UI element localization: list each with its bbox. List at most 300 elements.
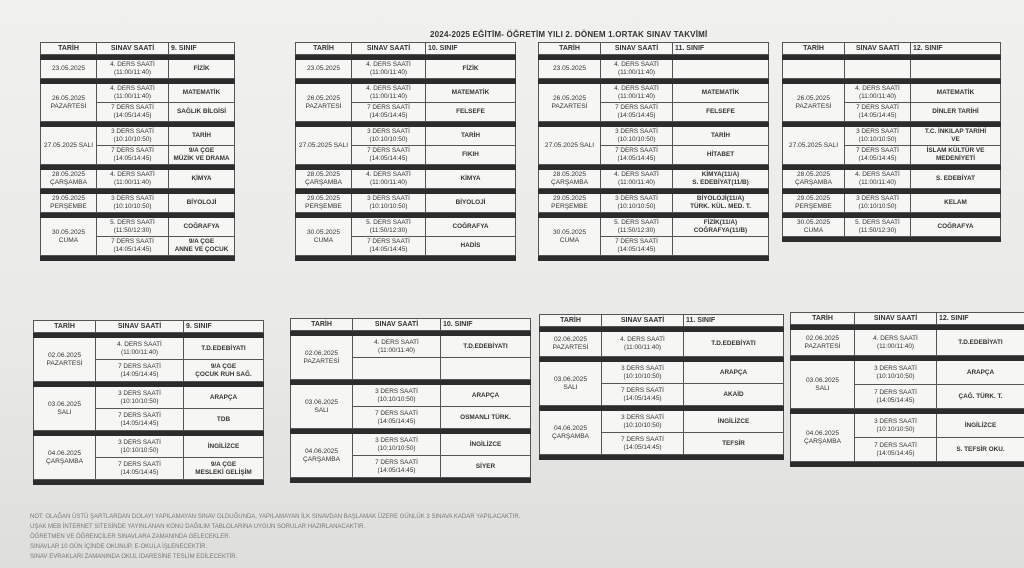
- date-cell: [34, 387, 96, 431]
- cell-line: 02.06.2025: [805, 334, 839, 342]
- subject-cell: [673, 146, 769, 165]
- cell-line: ÇARŞAMBA: [49, 179, 87, 186]
- cell-line: 27.05.2025 SALI: [544, 141, 595, 149]
- cell-line: COĞRAFYA: [452, 223, 489, 230]
- exam-period-cell: [96, 338, 184, 360]
- subject-cell: [441, 407, 531, 429]
- cell-line: (14:05/14:45): [113, 246, 152, 253]
- cell-line: 7 DERS SAATİ: [375, 458, 418, 466]
- cell-line: ARAPÇA: [209, 393, 238, 401]
- cell-line: MEDENİYETİ: [935, 155, 976, 162]
- exam-period-cell: [352, 146, 426, 165]
- cell-line: FELSEFE: [456, 108, 485, 115]
- table-header-row: [41, 43, 235, 55]
- subject-cell: [441, 434, 531, 456]
- cell-line: 3 DERS SAATİ: [874, 417, 917, 425]
- subject-cell: [169, 170, 235, 189]
- subject-cell: [673, 60, 769, 79]
- cell-line: 5. DERS SAATİ: [614, 219, 659, 226]
- cell-line: 3 DERS SAATİ: [621, 364, 664, 372]
- subject-cell: [426, 84, 516, 103]
- cell-line: (14:05/14:45): [858, 155, 897, 162]
- cell-line: 4. DERS SAATİ: [855, 85, 900, 92]
- date-cell: [539, 194, 601, 213]
- cell-line: 28.05.2025: [552, 171, 586, 178]
- exam-period-cell: [97, 218, 169, 237]
- cell-line: ÇARŞAMBA: [794, 179, 832, 186]
- subject-cell: [426, 127, 516, 146]
- cell-line: MATEMATİK: [451, 89, 490, 96]
- cell-line: ARAPÇA: [966, 368, 995, 376]
- exam-period-cell: [353, 358, 441, 380]
- table-row: [41, 218, 235, 237]
- subject-cell: [426, 103, 516, 122]
- exam-period-cell: [353, 434, 441, 456]
- cell-line: 04.06.2025: [553, 424, 587, 432]
- cell-line: (11:00/11:40): [876, 342, 915, 350]
- note-line: ÖĞRETMEN VE ÖĞRENCİLER SINAVLARA ZAMANINDA GELECEKLER.: [30, 534, 231, 540]
- exam-period-cell: [855, 330, 937, 356]
- cell-line: 7 DERS SAATİ: [367, 238, 410, 245]
- note-line: UŞAK MEB İNTERNET SİTESİNDE YAYINLANAN KONU DAĞILIM TABLOLARINA UYGUN SORULAR HAZIRLANACAKTIR.: [30, 524, 366, 530]
- cell-line: 4. DERS SAATİ: [110, 61, 155, 68]
- table-row: [296, 218, 516, 237]
- cell-line: 4. DERS SAATİ: [117, 340, 162, 348]
- exam-period-cell: [601, 170, 673, 189]
- subject-cell: [426, 146, 516, 165]
- cell-line: (14:05/14:45): [876, 449, 915, 457]
- cell-line: 5. DERS SAATİ: [366, 219, 411, 226]
- exam-period-cell: [855, 385, 937, 409]
- date-cell: [783, 60, 845, 79]
- cell-line: (14:05/14:45): [369, 112, 408, 119]
- date-cell: [783, 84, 845, 122]
- date-cell: [783, 127, 845, 165]
- date-cell: [34, 436, 96, 480]
- cell-line: 7 DERS SAATİ: [367, 104, 410, 111]
- subject-cell: [169, 84, 235, 103]
- cell-line: (11:00/11:40): [113, 69, 152, 76]
- cell-line: 9/A ÇGE: [210, 362, 237, 370]
- day-separator: [41, 256, 235, 261]
- cell-line: PERŞEMBE: [50, 203, 87, 210]
- day-separator: [791, 462, 1024, 467]
- column-header: 9. SINIF: [184, 321, 264, 333]
- schedule-table: [782, 42, 1001, 242]
- column-header: TARİH: [41, 43, 97, 55]
- cell-line: 30.05.2025: [552, 228, 586, 236]
- exam-period-cell: [97, 146, 169, 165]
- cell-line: T.D.EDEBİYATI: [711, 340, 756, 347]
- subject-cell: [169, 103, 235, 122]
- cell-line: S. EDEBİYAT: [935, 175, 976, 182]
- table-row: [783, 218, 1001, 237]
- cell-line: 28.05.2025: [51, 171, 85, 178]
- exam-period-cell: [352, 194, 426, 213]
- exam-period-cell: [601, 237, 673, 256]
- date-cell: [540, 411, 602, 455]
- exam-period-cell: [602, 411, 684, 433]
- schedule-table: [538, 42, 769, 261]
- cell-line: TÜRK. KÜL. MED. T.: [690, 203, 751, 210]
- cell-line: 23.05.2025: [306, 65, 340, 72]
- subject-cell: [911, 146, 1001, 165]
- cell-line: PAZARTESİ: [552, 344, 589, 351]
- column-header: SINAV SAATİ: [97, 43, 169, 55]
- table-row: [540, 332, 784, 357]
- exam-period-cell: [97, 194, 169, 213]
- date-cell: [539, 218, 601, 256]
- cell-line: KİMYA(11/A): [701, 171, 740, 178]
- cell-line: BİYOLOJİ: [186, 199, 217, 206]
- exam-period-cell: [352, 127, 426, 146]
- subject-cell: [441, 336, 531, 358]
- date-cell: [540, 362, 602, 406]
- separator-cell: [791, 462, 1024, 467]
- date-cell: [791, 414, 855, 462]
- cell-line: 4. DERS SAATİ: [614, 85, 659, 92]
- cell-line: İNGİLİZCE: [469, 440, 502, 448]
- cell-line: 30.05.2025: [796, 219, 830, 226]
- subject-cell: [673, 194, 769, 213]
- cell-line: 4. DERS SAATİ: [366, 61, 411, 68]
- date-cell: [41, 218, 97, 256]
- cell-line: (11:00/11:40): [623, 344, 662, 351]
- cell-line: 29.05.2025: [796, 195, 830, 202]
- cell-line: KELAM: [944, 199, 967, 206]
- exam-period-cell: [352, 218, 426, 237]
- cell-line: 3 DERS SAATİ: [615, 128, 658, 135]
- cell-line: PAZARTESİ: [804, 342, 841, 350]
- date-cell: [539, 60, 601, 79]
- cell-line: (14:05/14:45): [120, 419, 159, 427]
- cell-line: 26.05.2025: [306, 94, 340, 102]
- subject-cell: [684, 411, 784, 433]
- exam-period-cell: [97, 127, 169, 146]
- cell-line: PERŞEMBE: [551, 203, 588, 210]
- date-cell: [296, 170, 352, 189]
- cell-line: MÜZİK VE DRAMA: [173, 155, 230, 162]
- cell-line: 3 DERS SAATİ: [621, 413, 664, 421]
- date-cell: [41, 170, 97, 189]
- cell-line: PERŞEMBE: [305, 203, 342, 210]
- cell-line: İNGİLİZCE: [964, 421, 997, 429]
- table-row: [791, 330, 1024, 356]
- date-cell: [291, 385, 353, 429]
- cell-line: ÇARŞAMBA: [302, 455, 340, 463]
- cell-line: 30.05.2025: [51, 228, 85, 236]
- date-cell: [41, 84, 97, 122]
- date-cell: [296, 60, 352, 79]
- exam-period-cell: [602, 362, 684, 384]
- cell-line: 4. DERS SAATİ: [873, 334, 918, 342]
- cell-line: 7 DERS SAATİ: [615, 104, 658, 111]
- date-cell: [41, 127, 97, 165]
- table-row: [783, 170, 1001, 189]
- cell-line: 27.05.2025 SALI: [298, 141, 349, 149]
- cell-line: (11:00/11:40): [858, 179, 897, 186]
- column-header: SINAV SAATİ: [353, 319, 441, 331]
- cell-line: KİMYA: [191, 175, 212, 182]
- table-row: [296, 127, 516, 146]
- subject-cell: [684, 384, 784, 406]
- subject-cell: [911, 170, 1001, 189]
- subject-cell: [184, 338, 264, 360]
- cell-line: 9/A ÇGE: [210, 460, 237, 468]
- table-row: [539, 60, 769, 79]
- cell-line: COĞRAFYA: [183, 223, 220, 230]
- subject-cell: [169, 218, 235, 237]
- cell-line: TARİH: [191, 132, 212, 139]
- cell-line: KİMYA: [460, 175, 481, 182]
- exam-period-cell: [352, 237, 426, 256]
- cell-line: (10:10/10:50): [858, 203, 897, 210]
- cell-line: 7 DERS SAATİ: [375, 409, 418, 417]
- cell-line: (10:10/10:50): [377, 395, 416, 403]
- cell-line: 30.05.2025: [306, 228, 340, 236]
- cell-line: (10:10/10:50): [369, 203, 408, 210]
- cell-line: (11:00/11:40): [617, 69, 656, 76]
- cell-line: 3 DERS SAATİ: [856, 195, 899, 202]
- cell-line: 4. DERS SAATİ: [620, 336, 665, 343]
- cell-line: MATEMATİK: [701, 89, 740, 96]
- column-header: 11. SINIF: [673, 43, 769, 55]
- column-header: TARİH: [296, 43, 352, 55]
- exam-period-cell: [353, 385, 441, 407]
- table-header-row: [296, 43, 516, 55]
- table-row: [791, 361, 1024, 385]
- cell-line: İSLAM KÜLTÜR VE: [926, 147, 985, 154]
- subject-cell: [937, 438, 1024, 462]
- date-cell: [41, 60, 97, 79]
- cell-line: (10:10/10:50): [113, 136, 152, 143]
- column-header: SINAV SAATİ: [601, 43, 673, 55]
- exam-period-cell: [353, 407, 441, 429]
- cell-line: 4. DERS SAATİ: [614, 61, 659, 68]
- column-header: 12. SINIF: [937, 313, 1024, 325]
- subject-cell: [673, 127, 769, 146]
- note-line: SINAVLAR 10 GÜN İÇİNDE OKUNUP, E-OKULA İŞLENECEKTİR.: [30, 544, 208, 550]
- cell-line: TEFSİR: [722, 439, 745, 447]
- exam-period-cell: [602, 332, 684, 357]
- cell-line: 7 DERS SAATİ: [874, 388, 917, 396]
- date-cell: [296, 218, 352, 256]
- column-header: SINAV SAATİ: [602, 315, 684, 327]
- date-cell: [783, 218, 845, 237]
- cell-line: PAZARTESİ: [795, 102, 832, 110]
- table-row: [783, 127, 1001, 146]
- cell-line: ÇOCUK RUH SAĞ.: [195, 370, 252, 378]
- date-cell: [41, 194, 97, 213]
- date-cell: [291, 336, 353, 380]
- cell-line: 4. DERS SAATİ: [366, 171, 411, 178]
- table-row: [41, 127, 235, 146]
- subject-cell: [426, 194, 516, 213]
- exam-period-cell: [602, 384, 684, 406]
- cell-line: 4. DERS SAATİ: [110, 85, 155, 92]
- cell-line: 7 DERS SAATİ: [111, 238, 154, 245]
- cell-line: (14:05/14:45): [369, 155, 408, 162]
- exam-period-cell: [601, 146, 673, 165]
- exam-period-cell: [855, 438, 937, 462]
- cell-line: (10:10/10:50): [617, 136, 656, 143]
- cell-line: 3 DERS SAATİ: [118, 389, 161, 397]
- cell-line: 7 DERS SAATİ: [621, 386, 664, 394]
- cell-line: 02.06.2025: [304, 349, 338, 357]
- cell-line: 7 DERS SAATİ: [111, 104, 154, 111]
- table-row: [539, 170, 769, 189]
- schedule-table: [790, 312, 1024, 467]
- subject-cell: [426, 218, 516, 237]
- table-row: [539, 127, 769, 146]
- subject-cell: [169, 127, 235, 146]
- schedule-table: [40, 42, 235, 261]
- subject-cell: [169, 194, 235, 213]
- cell-line: AKAİD: [723, 390, 744, 398]
- table-row: [540, 362, 784, 384]
- cell-line: ÇARŞAMBA: [803, 437, 841, 445]
- cell-line: ARAPÇA: [719, 368, 748, 376]
- cell-line: 7 DERS SAATİ: [118, 411, 161, 419]
- day-separator: [540, 455, 784, 460]
- column-header: 10. SINIF: [441, 319, 531, 331]
- cell-line: (10:10/10:50): [369, 136, 408, 143]
- table-row: [34, 436, 264, 458]
- exam-period-cell: [601, 127, 673, 146]
- exam-period-cell: [352, 84, 426, 103]
- subject-cell: [911, 127, 1001, 146]
- cell-line: (11:50/12:30): [617, 227, 656, 234]
- exam-period-cell: [845, 146, 911, 165]
- subject-cell: [673, 84, 769, 103]
- cell-line: 7 DERS SAATİ: [856, 147, 899, 154]
- separator-cell: [34, 480, 264, 485]
- cell-line: 3 DERS SAATİ: [111, 128, 154, 135]
- table-header-row: [540, 315, 784, 327]
- table-row: [41, 84, 235, 103]
- cell-line: 26.05.2025: [552, 94, 586, 102]
- cell-line: (14:05/14:45): [876, 396, 915, 404]
- cell-line: FIKIH: [462, 151, 479, 158]
- cell-line: İNGİLİZCE: [207, 442, 240, 450]
- cell-line: COĞRAFYA: [937, 223, 974, 230]
- schedule-table: [33, 320, 264, 485]
- cell-line: T.D.EDEBİYATI: [201, 344, 246, 352]
- cell-line: PAZARTESİ: [303, 357, 340, 365]
- cell-line: ÇARŞAMBA: [45, 457, 83, 465]
- exam-period-cell: [353, 456, 441, 478]
- cell-line: 26.05.2025: [796, 94, 830, 102]
- exam-period-cell: [352, 170, 426, 189]
- subject-cell: [911, 103, 1001, 122]
- cell-line: 9/A ÇGE: [188, 147, 215, 154]
- exam-period-cell: [97, 237, 169, 256]
- cell-line: COĞRAFYA(11/B): [693, 227, 748, 234]
- cell-line: İNGİLİZCE: [717, 417, 750, 425]
- cell-line: (14:05/14:45): [113, 112, 152, 119]
- table-row: [540, 411, 784, 433]
- cell-line: 7 DERS SAATİ: [856, 104, 899, 111]
- notes-section: [30, 512, 730, 562]
- cell-line: 3 DERS SAATİ: [111, 195, 154, 202]
- day-separator: [783, 237, 1001, 242]
- cell-line: (11:50/12:30): [369, 227, 408, 234]
- cell-line: DİNLER TARİHİ: [932, 108, 979, 115]
- date-cell: [791, 330, 855, 356]
- day-separator: [34, 480, 264, 485]
- subject-cell: [184, 458, 264, 480]
- table-row: [539, 194, 769, 213]
- cell-line: SALI: [815, 384, 830, 392]
- cell-line: (10:10/10:50): [623, 421, 662, 429]
- cell-line: ÇARŞAMBA: [550, 179, 588, 186]
- cell-line: (11:00/11:40): [617, 179, 656, 186]
- table-header-row: [783, 43, 1001, 55]
- date-cell: [540, 332, 602, 357]
- subject-cell: [169, 146, 235, 165]
- cell-line: (14:05/14:45): [120, 468, 159, 476]
- cell-line: (14:05/14:45): [377, 466, 416, 474]
- cell-line: (14:05/14:45): [369, 246, 408, 253]
- cell-line: 7 DERS SAATİ: [367, 147, 410, 154]
- cell-line: CUMA: [58, 236, 79, 244]
- cell-line: MATEMATİK: [936, 89, 975, 96]
- cell-line: 29.05.2025: [552, 195, 586, 202]
- day-separator: [539, 256, 769, 261]
- cell-line: 3 DERS SAATİ: [615, 195, 658, 202]
- subject-cell: [684, 362, 784, 384]
- cell-line: 3 DERS SAATİ: [367, 128, 410, 135]
- cell-line: SALI: [314, 406, 329, 414]
- subject-cell: [937, 330, 1024, 356]
- exam-period-cell: [352, 60, 426, 79]
- subject-cell: [441, 385, 531, 407]
- exam-period-cell: [601, 218, 673, 237]
- cell-line: (14:05/14:45): [377, 417, 416, 425]
- exam-period-cell: [97, 103, 169, 122]
- cell-line: CUMA: [559, 236, 580, 244]
- cell-line: (11:50/12:30): [858, 227, 897, 234]
- cell-line: 23.05.2025: [51, 65, 85, 72]
- table-row: [41, 60, 235, 79]
- cell-line: PAZARTESİ: [305, 102, 342, 110]
- cell-line: 4. DERS SAATİ: [366, 85, 411, 92]
- cell-line: 27.05.2025 SALI: [788, 141, 839, 149]
- subject-cell: [911, 84, 1001, 103]
- cell-line: 9/A ÇGE: [188, 238, 215, 245]
- column-header: 10. SINIF: [426, 43, 516, 55]
- note-line: SINAV EVRAKLARI ZAMANINDA OKUL İDARESİNE TESLİM EDİLECEKTİR.: [30, 554, 238, 560]
- cell-line: CUMA: [313, 236, 334, 244]
- cell-line: T.D.EDEBİYATI: [958, 338, 1003, 346]
- separator-cell: [41, 256, 235, 261]
- cell-line: 29.05.2025: [306, 195, 340, 202]
- subject-cell: [684, 332, 784, 357]
- separator-cell: [539, 256, 769, 261]
- cell-line: 4. DERS SAATİ: [374, 338, 419, 346]
- exam-period-cell: [845, 60, 911, 79]
- cell-line: FELSEFE: [706, 108, 735, 115]
- cell-line: 3 DERS SAATİ: [874, 364, 917, 372]
- exam-period-cell: [602, 433, 684, 455]
- exam-period-cell: [601, 84, 673, 103]
- cell-line: MATEMATİK: [182, 89, 221, 96]
- cell-line: TDB: [216, 415, 231, 423]
- table-row: [539, 84, 769, 103]
- cell-line: MESLEKİ GELİŞİM: [195, 468, 252, 476]
- cell-line: SALI: [563, 383, 578, 391]
- subject-cell: [937, 414, 1024, 438]
